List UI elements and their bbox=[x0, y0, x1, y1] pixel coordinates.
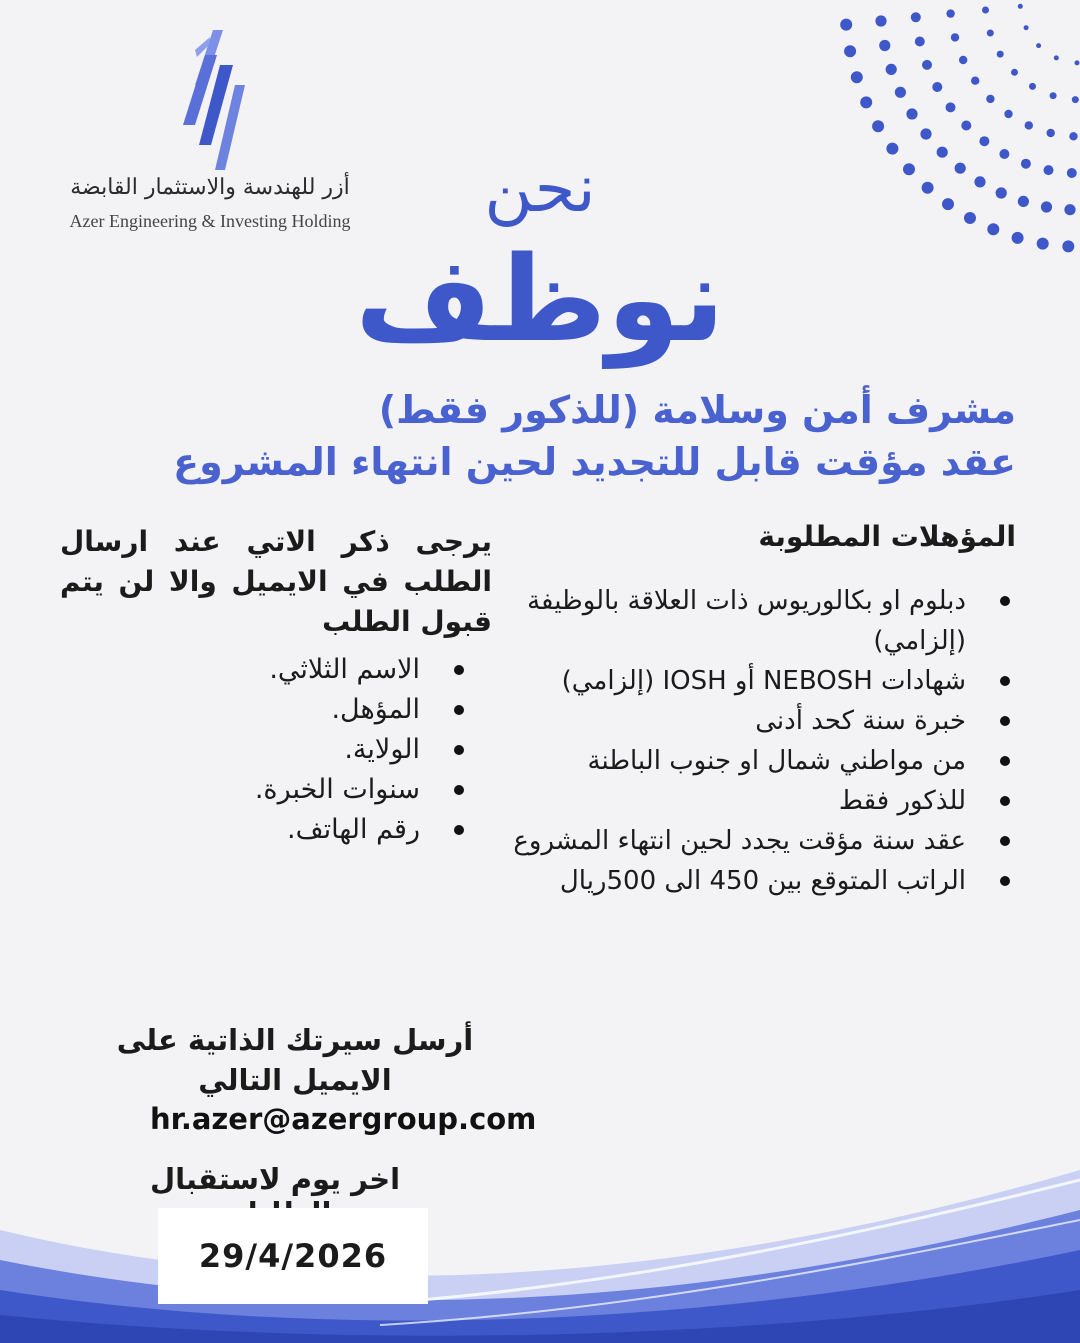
decorative-dot bbox=[971, 77, 979, 85]
list-item bbox=[496, 701, 1016, 741]
bullet-icon bbox=[1000, 596, 1010, 606]
decorative-dot bbox=[955, 163, 966, 174]
decorative-dot bbox=[1004, 110, 1012, 118]
list-item-text: سنوات الخبرة. bbox=[254, 774, 420, 805]
decorative-dot bbox=[903, 163, 915, 175]
decorative-dot bbox=[840, 19, 852, 31]
decorative-dot bbox=[959, 56, 967, 64]
decorative-dot bbox=[879, 40, 890, 51]
apply-instructions bbox=[70, 1020, 520, 1100]
application-note bbox=[60, 522, 492, 850]
decorative-dot bbox=[1018, 196, 1029, 207]
decorative-dot bbox=[886, 64, 897, 75]
deadline-date-box bbox=[158, 1208, 428, 1304]
decorative-dot bbox=[987, 223, 999, 235]
required-info-list bbox=[60, 650, 492, 850]
list-item-text: رقم الهاتف. bbox=[287, 814, 420, 845]
bullet-icon bbox=[454, 785, 464, 795]
list-item-text: الاسم الثلاثي. bbox=[269, 654, 420, 685]
decorative-dot bbox=[875, 15, 886, 26]
decorative-dot bbox=[951, 33, 959, 41]
list-item-text: للذكور فقط bbox=[838, 786, 966, 816]
decorative-dot bbox=[932, 82, 942, 92]
bullet-icon bbox=[1000, 756, 1010, 766]
decorative-dot bbox=[942, 198, 954, 210]
headline-big: نوظف bbox=[355, 230, 725, 368]
qualifications-section bbox=[496, 520, 1016, 901]
deadline-label: اخر يوم لاستقبال bbox=[149, 1162, 401, 1196]
job-title: مشرف أمن وسلامة (للذكور فقط) bbox=[378, 388, 1016, 432]
decorative-dot bbox=[906, 108, 917, 119]
list-item-text: المؤهل. bbox=[331, 694, 420, 725]
logo-name-english: Azer Engineering & Investing Holding bbox=[69, 211, 351, 231]
decorative-dot bbox=[915, 37, 925, 47]
decorative-dot bbox=[1011, 69, 1018, 76]
bullet-icon bbox=[454, 665, 464, 675]
list-item bbox=[496, 821, 1016, 861]
decorative-dot bbox=[920, 128, 931, 139]
decorative-dot bbox=[1050, 92, 1057, 99]
decorative-dot bbox=[872, 120, 884, 132]
decorative-dot bbox=[986, 95, 994, 103]
list-item bbox=[60, 810, 470, 850]
list-item bbox=[60, 770, 470, 810]
bullet-icon bbox=[1000, 676, 1010, 686]
list-item-text: الراتب المتوقع بين 450 الى 500ريال bbox=[559, 866, 966, 896]
bullet-icon bbox=[454, 705, 464, 715]
logo-mark-icon bbox=[165, 25, 255, 175]
bullet-icon bbox=[454, 825, 464, 835]
decorative-dot bbox=[1069, 132, 1077, 140]
list-item bbox=[60, 690, 470, 730]
list-item-text: عقد سنة مؤقت يجدد لحين انتهاء المشروع bbox=[513, 826, 966, 856]
decorative-dot bbox=[895, 87, 906, 98]
decorative-dot bbox=[937, 147, 948, 158]
decorative-dot bbox=[1072, 96, 1079, 103]
decorative-dot bbox=[1047, 129, 1055, 137]
company-logo bbox=[60, 25, 360, 240]
decorative-dot bbox=[946, 9, 954, 17]
decorative-dot bbox=[844, 45, 856, 57]
headline-small: نحن bbox=[484, 150, 596, 227]
decorative-dot bbox=[999, 149, 1009, 159]
list-item bbox=[496, 781, 1016, 821]
bullet-icon bbox=[1000, 876, 1010, 886]
note-text: يرجى ذكر الاتي عند ارسال الطلب في الايميل والا لن يتم قبول الطلب bbox=[60, 525, 492, 638]
decorative-dot bbox=[974, 176, 985, 187]
list-item bbox=[496, 741, 1016, 781]
list-item-text: الولاية. bbox=[344, 734, 420, 765]
deadline-date: 29/4/2026 bbox=[198, 1237, 388, 1275]
email-link[interactable]: hr.azer@azergroup.com bbox=[150, 1102, 537, 1136]
qualifications-list bbox=[496, 581, 1016, 901]
decorative-dot bbox=[886, 143, 898, 155]
list-item bbox=[496, 661, 1016, 701]
decorative-dot bbox=[961, 121, 971, 131]
decorative-dot bbox=[1036, 43, 1041, 48]
list-item bbox=[496, 861, 1016, 901]
decorative-dot bbox=[1024, 25, 1029, 30]
decorative-dot bbox=[922, 60, 932, 70]
decorative-dot bbox=[860, 96, 872, 108]
decorative-dot bbox=[982, 7, 989, 14]
list-item-text: دبلوم او بكالوريوس ذات العلاقة بالوظيفة (إلزامي) bbox=[527, 586, 966, 656]
decorative-dot bbox=[1067, 168, 1077, 178]
decorative-dot bbox=[979, 136, 989, 146]
decorative-dot bbox=[1012, 232, 1024, 244]
apply-text: أرسل سيرتك الذاتية على الايميل التالي bbox=[116, 1023, 474, 1097]
job-contract: عقد مؤقت قابل للتجديد لحين انتهاء المشروع bbox=[173, 440, 1016, 484]
logo-name-arabic: أزر للهندسة والاستثمار القابضة bbox=[70, 175, 350, 200]
decorative-dot bbox=[1044, 165, 1054, 175]
list-item-text: خبرة سنة كحد أدنى bbox=[755, 706, 966, 736]
decorative-dot bbox=[996, 187, 1007, 198]
decorative-dot bbox=[964, 212, 976, 224]
decorative-dot bbox=[987, 30, 994, 37]
list-item bbox=[60, 730, 470, 770]
bullet-icon bbox=[1000, 836, 1010, 846]
decorative-dot bbox=[1041, 201, 1052, 212]
decorative-dot bbox=[1062, 240, 1074, 252]
bullet-icon bbox=[1000, 716, 1010, 726]
decorative-dot bbox=[1064, 204, 1075, 215]
decorative-dot bbox=[1029, 83, 1036, 90]
decorative-dot bbox=[997, 51, 1004, 58]
list-item-text: شهادات NEBOSH أو IOSH (إلزامي) bbox=[561, 666, 966, 696]
decorative-dot bbox=[1018, 4, 1023, 9]
decorative-dot bbox=[1054, 55, 1059, 60]
decorative-dot bbox=[1021, 159, 1031, 169]
bullet-icon bbox=[1000, 796, 1010, 806]
decorative-dot bbox=[946, 102, 956, 112]
decorative-dot bbox=[922, 182, 934, 194]
decorative-dot bbox=[1025, 121, 1033, 129]
bullet-icon bbox=[454, 745, 464, 755]
list-item-text: من مواطني شمال او جنوب الباطنة bbox=[587, 746, 966, 776]
decorative-dot bbox=[851, 71, 863, 83]
list-item bbox=[496, 581, 1016, 661]
decorative-dot bbox=[1037, 238, 1049, 250]
qualifications-title: المؤهلات المطلوبة bbox=[758, 520, 1016, 553]
decorative-dots bbox=[820, 0, 1080, 280]
decorative-dot bbox=[1075, 60, 1080, 65]
list-item bbox=[60, 650, 470, 690]
decorative-dot bbox=[911, 12, 921, 22]
